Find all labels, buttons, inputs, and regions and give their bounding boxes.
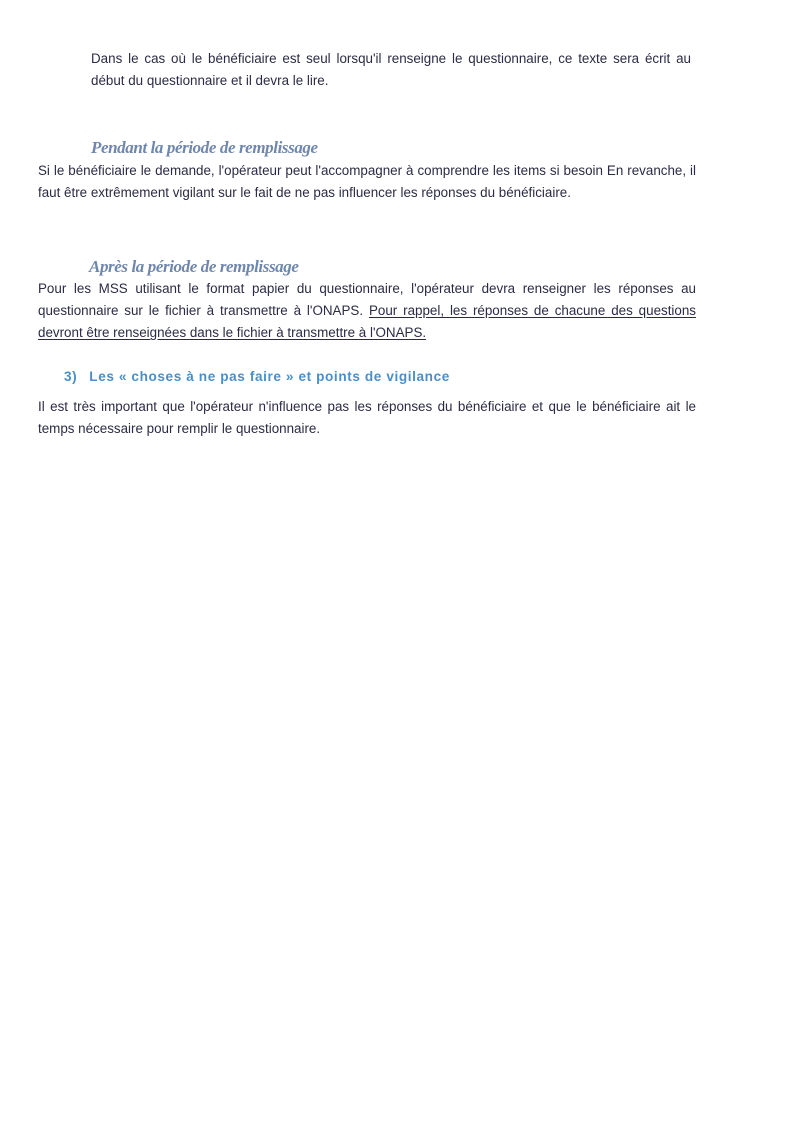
- section-heading-text: Les « choses à ne pas faire » et points de vigilance: [89, 369, 450, 384]
- section-heading-during-filling: Pendant la période de remplissage: [91, 138, 318, 157]
- intro-paragraph: Dans le cas où le bénéficiaire est seul lorsqu'il renseigne le questionnaire, ce texte sera écrit au début du questionnaire et il devra le lire.: [91, 51, 691, 88]
- section-paragraph-after-filling-text: Pour les MSS utilisant le format papier du questionnaire, l'opérateur devra renseigner les réponses au questionnaire sur le fichier à transmettre à l'ONAPS.: [38, 281, 696, 318]
- section-number: 3): [64, 369, 78, 384]
- section-paragraph-during-filling: Si le bénéficiaire le demande, l'opérateur peut l'accompagner à comprendre les items si besoin En revanche, il faut être extrêmement vigilant sur le fait de ne pas influencer les réponses du bénéficiaire.: [38, 163, 696, 200]
- reminder-underlined-text: Pour rappel, les réponses de chacune des questions devront être renseignées dans le fichier à transmettre à l'ONAPS.: [38, 303, 696, 340]
- numbered-section-heading: [64, 369, 450, 384]
- vigilance-paragraph: Il est très important que l'opérateur n'influence pas les réponses du bénéficiaire et que le bénéficiaire ait le temps nécessaire pour remplir le questionnaire.: [38, 399, 696, 436]
- section-paragraph-after-filling: [38, 278, 696, 344]
- section-heading-after-filling: Après la période de remplissage: [89, 257, 299, 276]
